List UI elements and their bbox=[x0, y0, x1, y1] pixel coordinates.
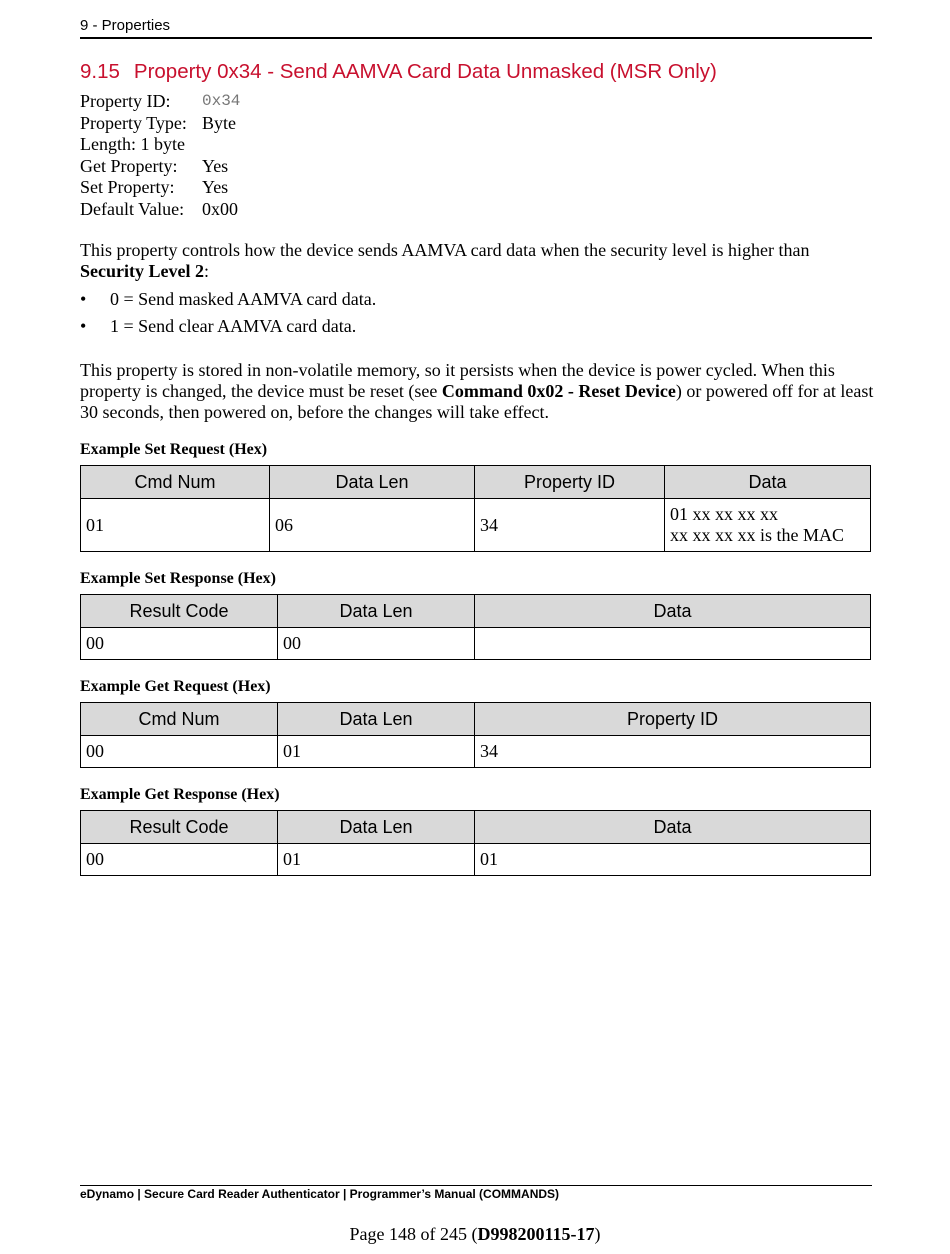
column-header: Data Len bbox=[278, 811, 475, 844]
table-cell: 01 bbox=[278, 844, 475, 876]
property-type-label: Property Type: bbox=[80, 112, 187, 133]
length-row bbox=[80, 134, 187, 156]
set-request-caption: Example Set Request (Hex) bbox=[80, 441, 268, 458]
data-line-1: 01 xx xx xx xx bbox=[670, 504, 778, 524]
property-id-value: 0x34 bbox=[202, 92, 241, 110]
intro-paragraph bbox=[80, 240, 880, 282]
column-header: Data bbox=[475, 811, 871, 844]
page-header bbox=[80, 17, 872, 39]
set-response-table bbox=[80, 594, 871, 660]
column-header: Data bbox=[665, 466, 871, 499]
page-suffix: ) bbox=[594, 1224, 601, 1244]
column-header: Data bbox=[475, 595, 871, 628]
table-cell: 01 bbox=[475, 844, 871, 876]
footer-text: eDynamo | Secure Card Reader Authenticator | Programmer’s Manual (COMMANDS) bbox=[80, 1187, 560, 1201]
table-header-row bbox=[81, 466, 871, 499]
table-row bbox=[81, 499, 871, 552]
storage-text-2: ) or powered off for at least 30 seconds, then powered on, before the changes will take effect. bbox=[80, 381, 874, 422]
get-response-caption: Example Get Response (Hex) bbox=[80, 786, 280, 803]
get-property-row bbox=[80, 155, 229, 178]
table-header-row bbox=[81, 811, 871, 844]
bullet-icon: • bbox=[80, 289, 87, 309]
table-cell bbox=[475, 628, 871, 660]
column-header: Data Len bbox=[278, 595, 475, 628]
bullet-text: 0 = Send masked AAMVA card data. bbox=[110, 289, 377, 309]
default-value-value: 0x00 bbox=[202, 198, 238, 219]
bullet-icon: • bbox=[80, 316, 87, 336]
column-header: Result Code bbox=[81, 811, 278, 844]
property-attributes bbox=[80, 91, 241, 220]
intro-suffix: : bbox=[203, 261, 209, 281]
table-header-row bbox=[81, 595, 871, 628]
table-cell: 00 bbox=[81, 628, 278, 660]
page-prefix: Page 148 of 245 ( bbox=[349, 1224, 478, 1244]
table-row bbox=[81, 628, 871, 660]
set-request-table bbox=[80, 465, 871, 552]
storage-text-1: This property is stored in non-volatile memory, so it persists when the device is power cycled. When this property is changed, the device must be reset (see bbox=[80, 360, 835, 401]
table-cell: 06 bbox=[270, 499, 475, 552]
table-header-row bbox=[81, 703, 871, 736]
length-label: Length: 1 byte bbox=[80, 134, 185, 154]
get-response-table bbox=[80, 810, 871, 876]
intro-bold: Security Level 2 bbox=[80, 261, 204, 281]
section-number: 9.15 bbox=[80, 60, 120, 83]
set-property-label: Set Property: bbox=[80, 177, 175, 197]
column-header: Property ID bbox=[475, 703, 871, 736]
get-property-label: Get Property: bbox=[80, 155, 178, 176]
table-cell: 00 bbox=[278, 628, 475, 660]
column-header: Cmd Num bbox=[81, 703, 278, 736]
column-header: Data Len bbox=[278, 703, 475, 736]
page-number bbox=[0, 1224, 950, 1245]
intro-text: This property controls how the device sends AAMVA card data when the security level is higher than bbox=[80, 240, 810, 260]
table-cell: 01 bbox=[278, 736, 475, 768]
property-type-value: Byte bbox=[202, 112, 236, 133]
table-row bbox=[81, 844, 871, 876]
default-value-row bbox=[80, 198, 238, 221]
property-id-label: Property ID: bbox=[80, 91, 171, 111]
get-request-caption: Example Get Request (Hex) bbox=[80, 678, 271, 695]
storage-bold: Command 0x02 - Reset Device bbox=[441, 381, 676, 401]
table-row bbox=[81, 736, 871, 768]
column-header: Property ID bbox=[475, 466, 665, 499]
default-value-label: Default Value: bbox=[80, 198, 185, 219]
set-property-value: Yes bbox=[202, 177, 229, 197]
storage-paragraph bbox=[80, 360, 875, 423]
column-header: Data Len bbox=[270, 466, 475, 499]
column-header: Result Code bbox=[81, 595, 278, 628]
footer-divider bbox=[80, 1185, 872, 1186]
set-property-row bbox=[80, 177, 229, 199]
get-property-value: Yes bbox=[202, 155, 229, 176]
data-line-2: xx xx xx xx is the MAC bbox=[670, 525, 845, 545]
column-header: Cmd Num bbox=[81, 466, 270, 499]
table-cell: 34 bbox=[475, 499, 665, 552]
get-request-table bbox=[80, 702, 871, 768]
table-cell: 00 bbox=[81, 736, 278, 768]
section-heading bbox=[80, 60, 717, 84]
document-id: D998200115-17 bbox=[477, 1224, 595, 1244]
bullet-text: 1 = Send clear AAMVA card data. bbox=[110, 316, 357, 336]
property-type-row bbox=[80, 112, 236, 135]
table-cell bbox=[665, 499, 871, 552]
set-response-caption: Example Set Response (Hex) bbox=[80, 570, 276, 587]
property-id-row bbox=[80, 91, 241, 113]
table-cell: 01 bbox=[81, 499, 270, 552]
header-title: 9 - Properties bbox=[80, 17, 171, 34]
table-cell: 00 bbox=[81, 844, 278, 876]
section-title: Property 0x34 - Send AAMVA Card Data Unmasked (MSR Only) bbox=[133, 60, 717, 83]
table-cell: 34 bbox=[475, 736, 871, 768]
